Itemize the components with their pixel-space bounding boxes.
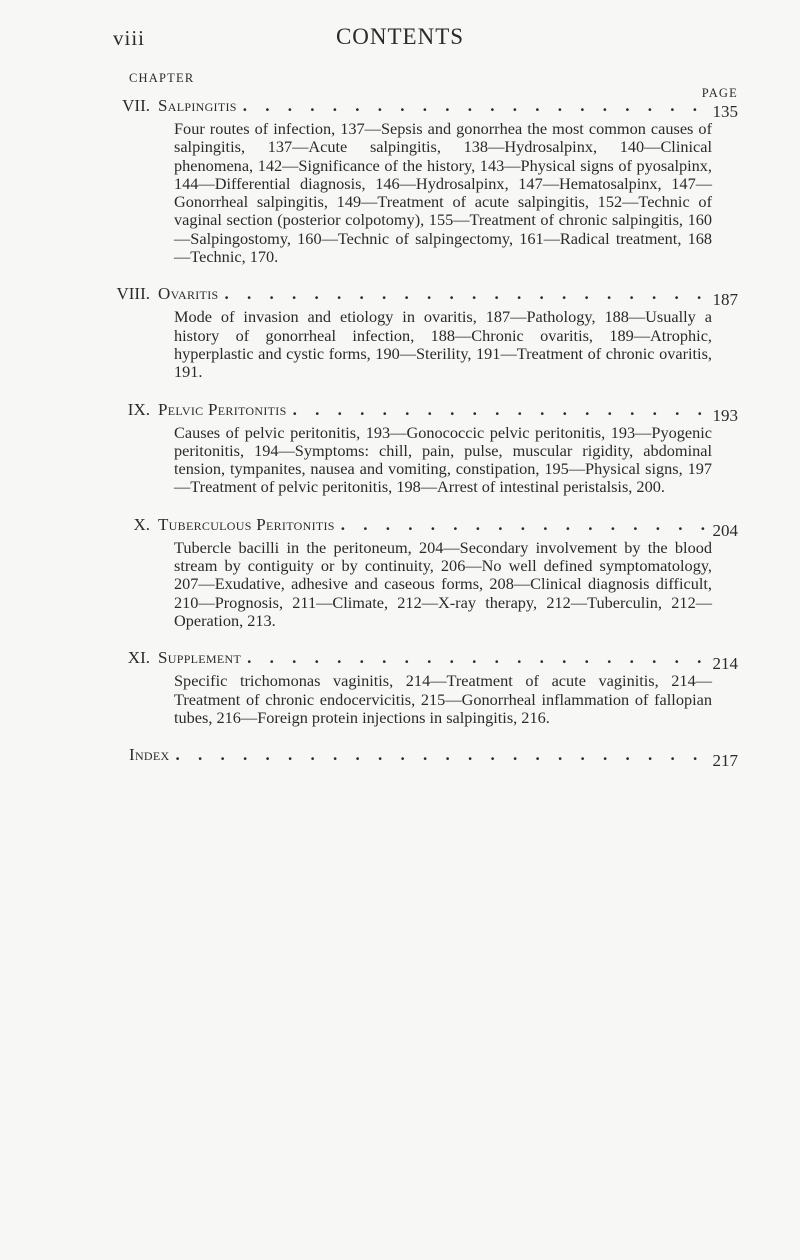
title-line (158, 648, 712, 668)
chapter-numeral: IX. (127, 399, 150, 419)
chapter-numeral: X. (133, 514, 150, 534)
chapter-title[interactable]: Tuberculous Peritonitis (158, 514, 335, 534)
chapter-numeral: XI. (127, 648, 150, 668)
chapter-summary: Causes of pelvic peritonitis, 193—Gonococcic pelvic peritonitis, 193—Pyogenic peritonitis, 194—Symptoms: chill, pain, pulse, muscular rigidity, abdominal tension, tympanites, nausea and vomiting, constipation, 195—Physical signs, 197—Treatment of pelvic peritonitis, 198—Arrest of intestinal peristalsis, 200. (174, 422, 712, 497)
page-number[interactable]: 193 (712, 405, 738, 425)
page-number[interactable]: 217 (712, 751, 738, 771)
chapter-title[interactable]: Supplement (158, 648, 242, 668)
entry-heading (0, 96, 800, 120)
contents-list (0, 96, 800, 787)
entry-heading (0, 284, 800, 308)
chapter-numeral: VIII. (116, 284, 150, 304)
entry-heading (0, 515, 800, 539)
entry-heading (0, 745, 800, 769)
entry-heading (0, 400, 800, 424)
dot-leaders (293, 400, 712, 420)
page-number[interactable]: 214 (712, 654, 738, 674)
entry-heading (0, 648, 800, 672)
title-line (158, 515, 712, 535)
title-line (158, 400, 712, 420)
chapter-summary: Tubercle bacilli in the peritoneum, 204—Secondary involvement by the blood stream by contiguity or by continuity, 206—No well defined symptomatology, 207—Exudative, adhesive and caseous forms, 208—Clinical diagnosis difficult, 210—Prognosis, 211—Climate, 212—X-ray therapy, 212—Tuberculin, 212—Operation, 213. (174, 537, 712, 630)
page-number[interactable]: 187 (712, 290, 738, 310)
running-head: CONTENTS (335, 24, 465, 49)
contents-entry[interactable] (0, 648, 800, 727)
chapter-column-label: CHAPTER (129, 71, 195, 85)
index-title[interactable]: Index (129, 745, 170, 765)
title-line (129, 745, 712, 765)
chapter-summary: Four routes of infection, 137—Sepsis and gonorrhea the most common causes of salpingitis, 137—Acute salpingitis, 138—Hydrosalpinx, 140—Clinical phenomena, 142—Significance of the history, 143—Physical signs of pyosalpinx, 144—Differential diagnosis, 146—Hydrosalpinx, 147—Hematosalpinx, 147—Gonorrheal salpingitis, 149—Treatment of acute salpingitis, 152—Technic of vaginal section (posterior colpotomy), 155—Treatment of chronic salpingitis, 160—Salpingostomy, 160—Technic of salpingectomy, 161—Radical treatment, 168—Technic, 170. (174, 119, 712, 267)
dot-leaders (247, 648, 712, 668)
title-line (158, 96, 712, 116)
page-number[interactable]: 204 (712, 520, 738, 540)
page-column-label: PAGE (701, 86, 738, 100)
dot-leaders (224, 284, 712, 304)
chapter-title[interactable]: Salpingitis (158, 96, 237, 115)
page-folio: viii (113, 26, 146, 50)
page-number[interactable]: 135 (712, 102, 738, 121)
dot-leaders (243, 96, 712, 116)
index-entry[interactable] (0, 745, 800, 769)
chapter-summary: Mode of invasion and etiology in ovaritis, 187—Pathology, 188—Usually a history of gonorrheal infection, 188—Chronic ovaritis, 189—Atrophic, hyperplastic and cystic forms, 190—Sterility, 191—Treatment of chronic ovaritis, 191. (174, 307, 712, 382)
contents-entry[interactable] (0, 515, 800, 630)
chapter-title[interactable]: Ovaritis (158, 284, 219, 304)
chapter-summary: Specific trichomonas vaginitis, 214—Treatment of acute vaginitis, 214—Treatment of chronic endocervicitis, 215—Gonorrheal inflammation of fallopian tubes, 216—Foreign protein injections in salpingitis, 216. (174, 671, 712, 727)
title-line (158, 284, 712, 304)
dot-leaders (176, 745, 713, 765)
dot-leaders (341, 515, 712, 535)
chapter-title[interactable]: Pelvic Peritonitis (158, 399, 287, 419)
contents-entry[interactable] (0, 284, 800, 381)
contents-entry[interactable] (0, 400, 800, 497)
chapter-numeral: VII. (122, 96, 150, 115)
contents-entry[interactable] (0, 96, 800, 266)
